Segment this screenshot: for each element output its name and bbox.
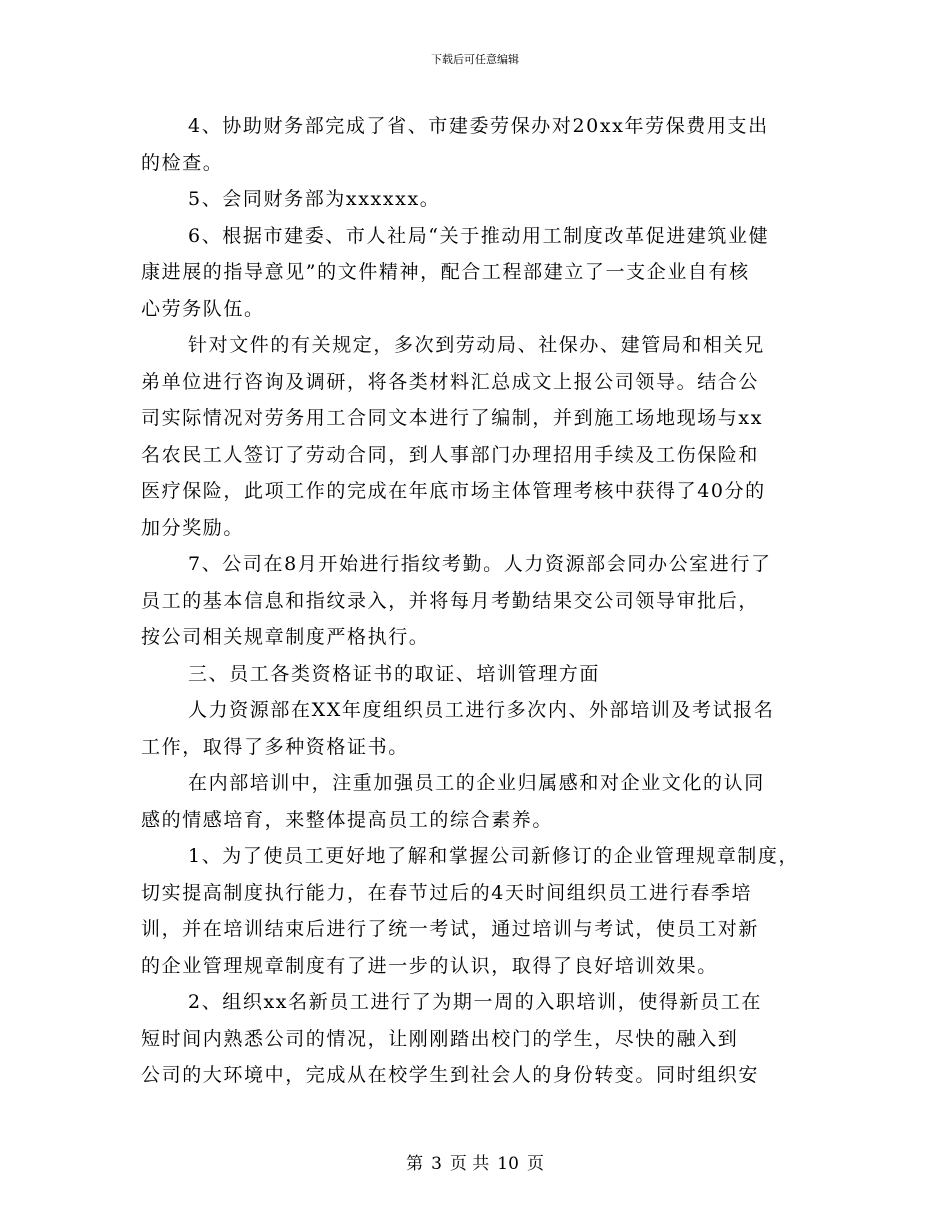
- footer-prefix: 第: [406, 1154, 424, 1174]
- page-footer: [0, 1152, 950, 1176]
- text-line: 的企业管理规章制度有了进一步的认识，取得了良好培训效果。: [141, 954, 718, 977]
- text-line: 康进展的指导意见”的文件精神，配合工程部建立了一支企业自有核: [141, 261, 750, 283]
- text-line: 人力资源部在XX年度组织员工进行多次内、外部培训及考试报名: [188, 699, 775, 721]
- text-line: 7、公司在8月开始进行指纹考勤。人力资源部会同办公室进行了: [188, 553, 772, 575]
- text-line: 心劳务队伍。: [141, 297, 265, 320]
- footer-mid: 页 共: [449, 1154, 490, 1174]
- text-line: 5、会同财务部为xxxxxx。: [188, 188, 441, 210]
- text-line: 名农民工人签订了劳动合同，到人事部门办理招用手续及工伤保险和: [141, 443, 760, 466]
- text-line: 2、组织xx名新员工进行了为期一周的入职培训，使得新员工在: [188, 991, 762, 1013]
- text-line: 医疗保险，此项工作的完成在年底市场主体管理考核中获得了40分的: [141, 480, 766, 502]
- text-line: 6、根据市建委、市人社局“关于推动用工制度改革促进建筑业健: [188, 224, 770, 247]
- text-line: 1、为了使员工更好地了解和掌握公司新修订的企业管理规章制度，: [188, 845, 800, 867]
- text-line: 按公司相关规章制度严格执行。: [141, 626, 430, 648]
- page-number: 3: [431, 1154, 442, 1174]
- text-line: 的检查。: [141, 151, 224, 174]
- text-line: 训，并在培训结束后进行了统一考试，通过培训与考试，使员工对新: [141, 918, 760, 940]
- document-body: [141, 108, 831, 1094]
- text-line: 短时间内熟悉公司的情况，让刚刚踏出校门的学生，尽快的融入到: [141, 1027, 739, 1050]
- text-line: 加分奖励。: [141, 516, 245, 539]
- text-line: 感的情感培育，来整体提高员工的综合素养。: [141, 808, 554, 831]
- text-line: 切实提高制度执行能力，在春节过后的4天时间组织员工进行春季培: [141, 881, 753, 904]
- text-line: 在内部培训中，注重加强员工的企业归属感和对企业文化的认同: [188, 772, 765, 794]
- text-line: 工作，取得了多种资格证书。: [141, 735, 409, 758]
- text-line: 4、协助财务部完成了省、市建委劳保办对20xx年劳保费用支出: [188, 115, 769, 137]
- text-line: 弟单位进行咨询及调研，将各类材料汇总成文上报公司领导。结合公: [141, 370, 760, 393]
- text-line: 公司的大环境中，完成从在校学生到社会人的身份转变。同时组织安: [141, 1064, 760, 1086]
- text-line: 三、员工各类资格证书的取证、培训管理方面: [188, 662, 601, 685]
- page-header: 下载后可任意编辑: [431, 53, 519, 66]
- text-line: 员工的基本信息和指纹录入，并将每月考勤结果交公司领导审批后，: [141, 589, 760, 612]
- text-line: 针对文件的有关规定，多次到劳动局、社保办、建管局和相关兄: [188, 334, 765, 356]
- total-pages: 10: [497, 1154, 519, 1174]
- text-line: 司实际情况对劳务用工合同文本进行了编制，并到施工场地现场与xx: [141, 407, 764, 429]
- footer-suffix: 页: [526, 1154, 544, 1174]
